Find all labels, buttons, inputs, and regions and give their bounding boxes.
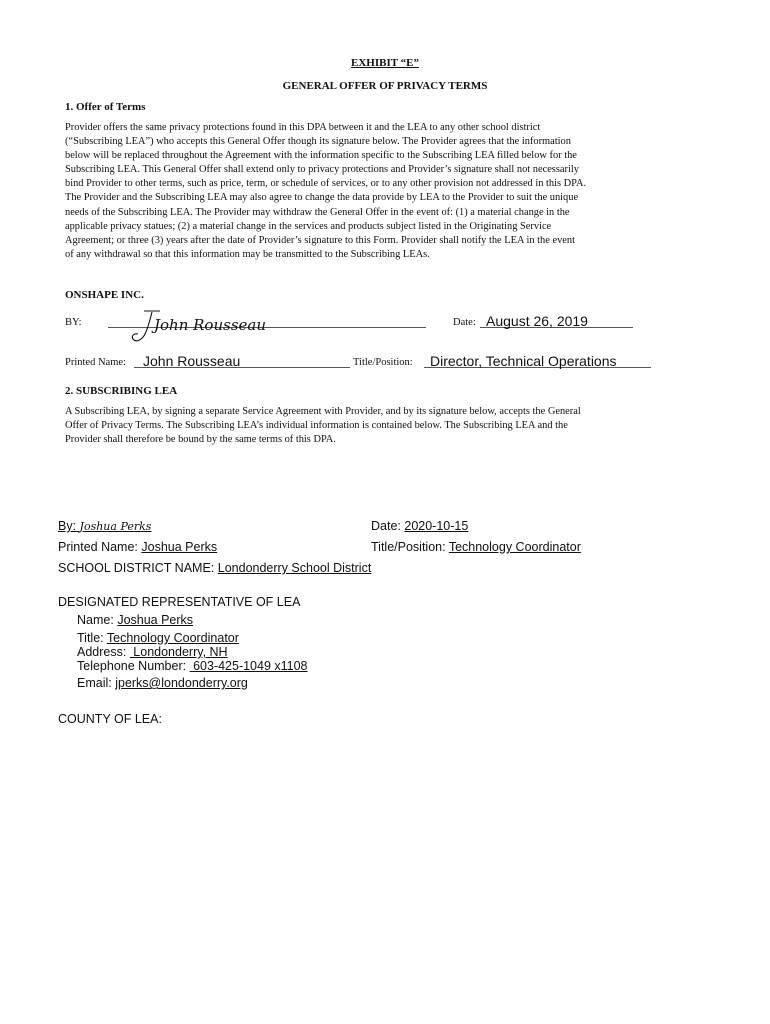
provider-signature-text: John Rousseau	[154, 316, 266, 334]
paragraph-line: needs of the Subscribing LEA. The Provider may withdraw the General Offer in the event of: (1) a material change in the	[65, 206, 570, 218]
rep-title-field	[77, 631, 239, 645]
lea-signature: Joshua Perks	[79, 520, 152, 533]
rep-address-field	[77, 645, 228, 659]
rep-address-value: Londonderry, NH	[129, 645, 228, 659]
designated-rep-heading: DESIGNATED REPRESENTATIVE OF LEA	[58, 595, 301, 609]
lea-date-field	[371, 519, 468, 533]
rep-address-label: Address:	[77, 645, 127, 659]
lea-printed-name-field	[58, 540, 217, 554]
rep-telephone-value: 603-425-1049 x1108	[189, 659, 308, 673]
rep-title-value: Technology Coordinator	[106, 631, 239, 645]
rep-telephone-field	[77, 659, 308, 673]
paragraph-line: below will be replaced throughout the Agreement with the information specific to the Subscribing LEA filled below for the	[65, 150, 577, 162]
rep-telephone-label: Telephone Number:	[77, 659, 187, 673]
rep-email-label: Email:	[77, 676, 112, 690]
county-of-lea-label: COUNTY OF LEA:	[58, 712, 162, 726]
paragraph-line: Offer of Privacy Terms. The Subscribing LEA’s individual information is contained below. The Subscribing LEA and the	[65, 420, 568, 432]
rep-name-value: Joshua Perks	[117, 613, 194, 627]
paragraph-line: (“Subscribing LEA”) who accepts this General Offer though its signature below. The Provider agrees that the information	[65, 136, 571, 148]
paragraph-line: Agreement; or three (3) years after the date of Provider’s signature to this Form. Provider shall notify the LEA in the event	[65, 234, 575, 246]
provider-by-label: BY:	[65, 317, 82, 328]
rep-email-value: jperks@londonderry.org	[115, 676, 248, 690]
rep-email-field	[77, 676, 248, 690]
provider-date-label: Date:	[453, 317, 476, 328]
lea-title-value: Technology Coordinator	[448, 540, 581, 554]
exhibit-heading: EXHIBIT “E”	[351, 57, 419, 69]
lea-title-label: Title/Position:	[371, 540, 446, 554]
paragraph-line: A Subscribing LEA, by signing a separate Service Agreement with Provider, and by its signature below, accepts the General	[65, 406, 581, 417]
paragraph-line: applicable privacy statues; (2) a material change in the services and products subject listed in the Originating Service	[65, 220, 552, 232]
lea-title-field	[371, 540, 581, 554]
provider-printed-name-value: John Rousseau	[143, 353, 241, 369]
rep-name-field	[77, 613, 193, 627]
lea-date-label: Date:	[371, 519, 401, 533]
provider-date-value: August 26, 2019	[486, 313, 588, 329]
paragraph-line: of any withdrawal so that this information may be transmitted to the Subscribing LEAs.	[65, 248, 430, 260]
rep-title-label: Title:	[77, 631, 104, 645]
section2-heading: 2. SUBSCRIBING LEA	[65, 385, 178, 397]
provider-signature	[130, 306, 280, 346]
lea-by-label: By:	[58, 519, 77, 533]
lea-date-value: 2020-10-15	[404, 519, 469, 533]
provider-printed-name-label: Printed Name:	[65, 357, 126, 368]
lea-by-field	[58, 519, 151, 533]
paragraph-line: The Provider and the Subscribing LEA may also agree to change the data provide by LEA to the Provider to suit the unique	[65, 192, 579, 204]
section1-paragraph	[65, 121, 675, 262]
provider-title-value: Director, Technical Operations	[430, 353, 617, 369]
section1-heading: 1. Offer of Terms	[65, 101, 146, 113]
paragraph-line: bind Provider to other terms, such as price, term, or schedule of services, or to any other provision not addressed in this DPA.	[65, 178, 587, 190]
school-district-value: Londonderry School District	[217, 561, 372, 575]
school-district-field	[58, 561, 371, 575]
paragraph-line: Provider shall therefore be bound by the same terms of this DPA.	[65, 434, 336, 446]
provider-company-name: ONSHAPE INC.	[65, 289, 144, 301]
lea-printed-name-value: Joshua Perks	[141, 540, 218, 554]
paragraph-line: Provider offers the same privacy protections found in this DPA between it and the LEA to any other school district	[65, 122, 541, 133]
document-title: GENERAL OFFER OF PRIVACY TERMS	[282, 80, 488, 92]
paragraph-line: Subscribing LEA. This General Offer shall extend only to privacy protections and Provider’s signature shall not necessarily	[65, 164, 579, 176]
provider-title-label: Title/Position:	[353, 357, 413, 368]
rep-name-label: Name:	[77, 613, 114, 627]
lea-printed-name-label: Printed Name:	[58, 540, 138, 554]
school-district-label: SCHOOL DISTRICT NAME:	[58, 561, 215, 575]
section2-paragraph	[65, 405, 675, 447]
